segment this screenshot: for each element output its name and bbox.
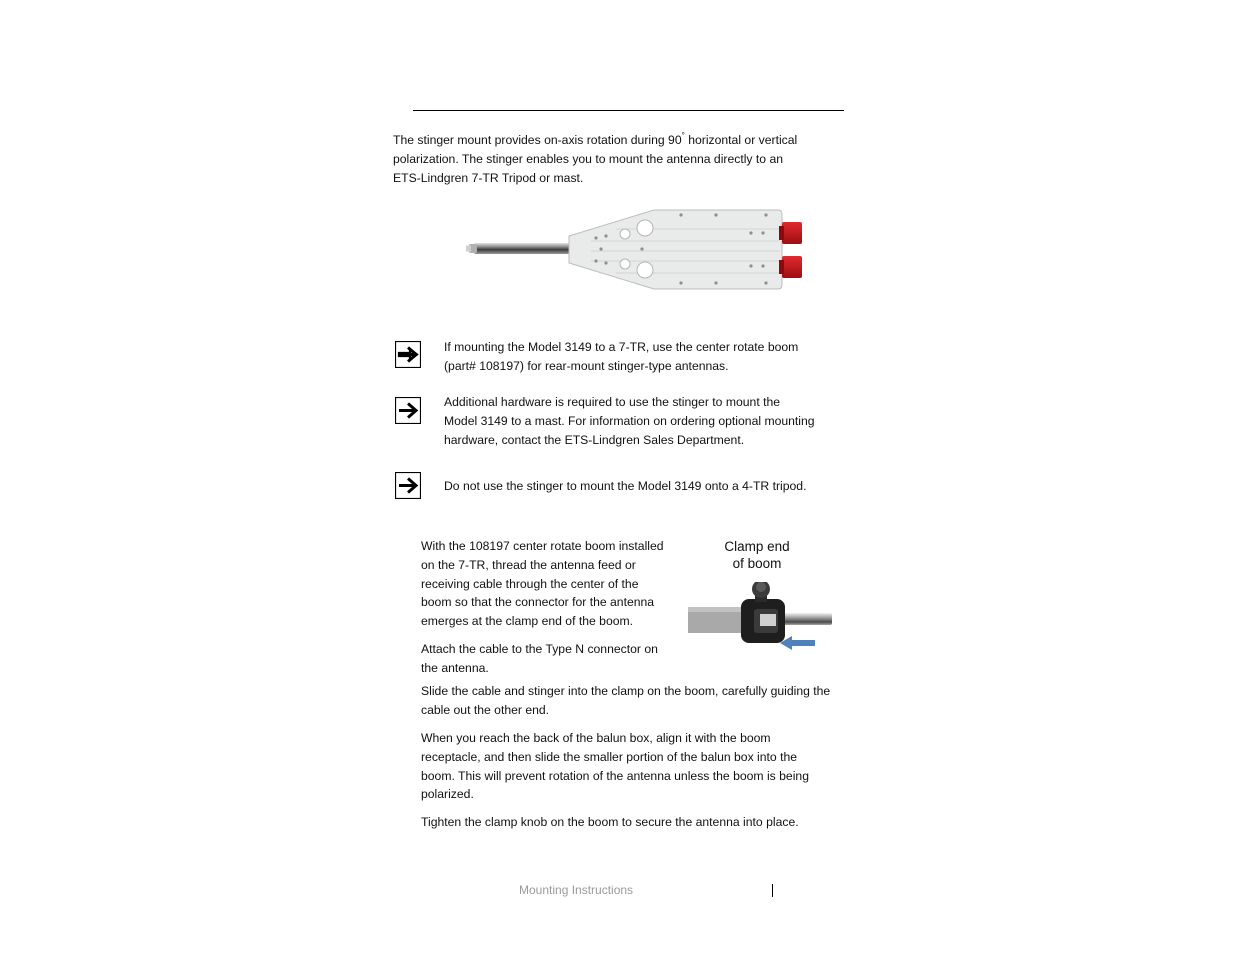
step-2-line: the antenna. <box>421 660 489 675</box>
step-1-line: With the 108197 center rotate boom installed <box>421 539 664 553</box>
header-rule <box>413 110 844 111</box>
arrow-right-icon <box>395 341 421 368</box>
note-1 <box>444 338 839 376</box>
step-1-line: boom so that the connector for the antenna <box>421 595 655 610</box>
boom-caption-line-2: of boom <box>732 556 782 571</box>
step-2-paragraph <box>421 640 681 678</box>
note-1-line-1: If mounting the Model 3149 to a 7-TR, use the center rotate boom <box>444 340 799 354</box>
note-2-line-1: Additional hardware is required to use the stinger to mount the <box>444 395 781 409</box>
boom-clamp-image <box>688 582 834 658</box>
step-1-line: on the 7-TR, thread the antenna feed or <box>421 557 636 572</box>
note-1-line-2: (part# 108197) for rear-mount stinger-type antennas. <box>444 358 729 373</box>
footer-section-title: Mounting Instructions <box>519 883 634 897</box>
step-5-paragraph <box>421 813 846 832</box>
arrow-right-icon <box>395 472 421 499</box>
step-2-line: Attach the cable to the Type N connector on <box>421 642 658 656</box>
arrow-right-icon <box>395 397 421 424</box>
intro-line-1: The stinger mount provides on-axis rotation during 90° horizontal or vertical <box>393 131 798 147</box>
step-4-line: polarized. <box>421 787 474 802</box>
note-2-line-3: hardware, contact the ETS-Lindgren Sales Department. <box>444 432 745 447</box>
footer-divider <box>772 884 773 897</box>
stinger-mount-image <box>466 203 806 298</box>
step-3-line: Slide the cable and stinger into the clamp on the boom, carefully guiding the <box>421 684 831 698</box>
note-3-line-1: Do not use the stinger to mount the Model 3149 onto a 4-TR tripod. <box>444 479 807 493</box>
step-4-line: When you reach the back of the balun box, align it with the boom <box>421 731 771 745</box>
note-3 <box>444 477 839 496</box>
step-5-line: Tighten the clamp knob on the boom to secure the antenna into place. <box>421 815 799 829</box>
note-2-line-2: Model 3149 to a mast. For information on ordering optional mounting <box>444 413 815 428</box>
step-3-paragraph <box>421 682 846 720</box>
step-1-line: emerges at the clamp end of the boom. <box>421 614 634 629</box>
boom-caption-line-1: Clamp end <box>724 539 790 554</box>
step-4-line: boom. This will prevent rotation of the antenna unless the boom is being <box>421 768 809 783</box>
note-2 <box>444 393 839 449</box>
step-4-paragraph <box>421 729 846 804</box>
intro-paragraph <box>393 131 843 187</box>
step-4-line: receptacle, and then slide the smaller portion of the balun box into the <box>421 749 798 764</box>
step-1-line: receiving cable through the center of the <box>421 576 639 591</box>
intro-line-3: ETS-Lindgren 7-TR Tripod or mast. <box>393 170 584 185</box>
intro-line-2: polarization. The stinger enables you to mount the antenna directly to an <box>393 151 784 166</box>
boom-clamp-figure <box>688 538 834 658</box>
step-3-line: cable out the other end. <box>421 702 550 717</box>
step-1-paragraph <box>421 537 681 631</box>
